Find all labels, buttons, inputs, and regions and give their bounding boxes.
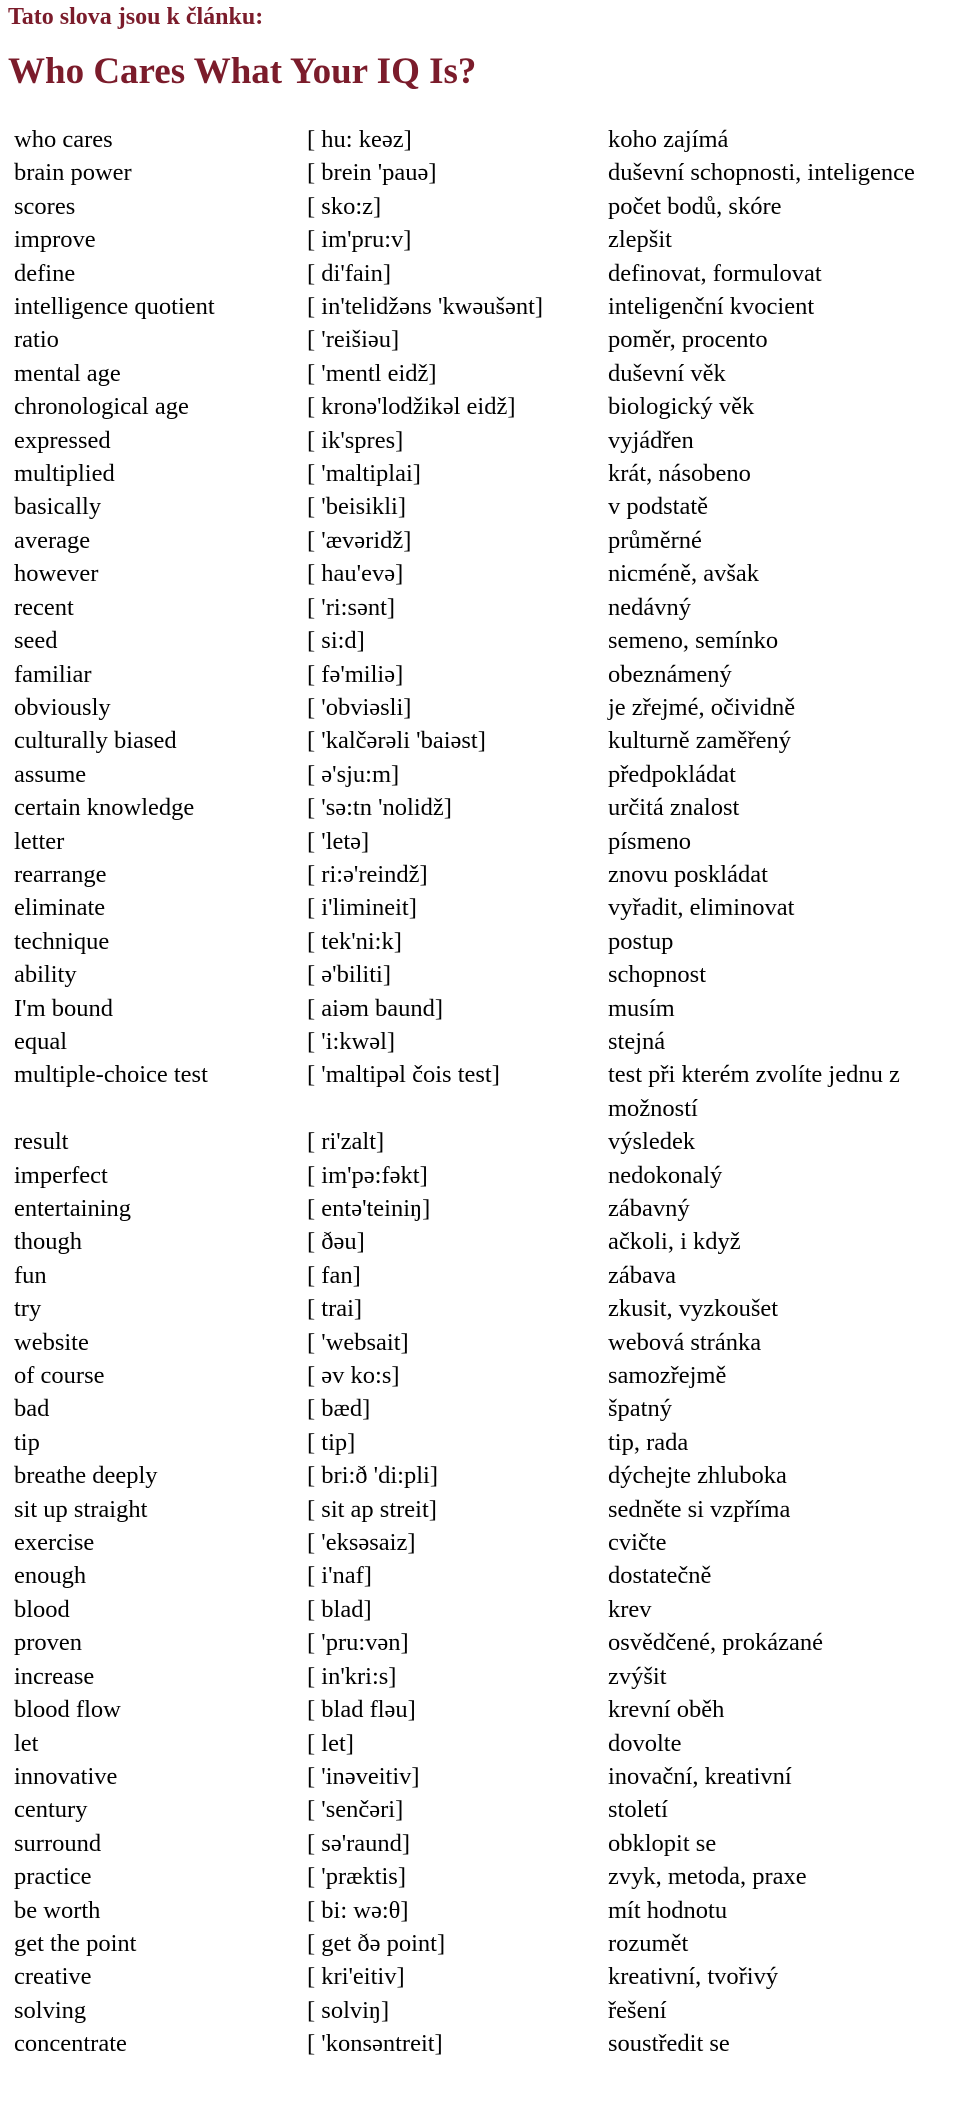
vocab-pronunciation: [ 'obviəsli]: [307, 693, 412, 721]
vocab-pronunciation: [ 'letə]: [307, 827, 370, 855]
vocab-row: [0, 1760, 960, 1793]
vocab-pronunciation: [ i'naf]: [307, 1562, 372, 1590]
vocab-translation: inteligenční kvocient: [608, 293, 815, 321]
vocab-row: [0, 1359, 960, 1392]
vocab-translation: zvyk, metoda, praxe: [608, 1863, 807, 1891]
vocab-word: ability: [14, 961, 77, 989]
vocab-row: [0, 658, 960, 691]
vocab-word: proven: [14, 1629, 83, 1657]
vocab-word: scores: [14, 192, 76, 220]
vocab-pronunciation: [ 'beisikli]: [307, 493, 406, 521]
vocab-row: [0, 992, 960, 1025]
vocab-pronunciation: [ 'senčəri]: [307, 1796, 404, 1824]
vocab-translation: samozřejmě: [608, 1362, 727, 1390]
vocab-pronunciation: [ let]: [307, 1729, 354, 1757]
vocab-word: though: [14, 1228, 83, 1256]
vocab-row: [0, 825, 960, 858]
vocab-row: [0, 1259, 960, 1292]
vocab-pronunciation: [ hu: keəz]: [307, 126, 412, 153]
vocab-translation: krevní oběh: [608, 1696, 725, 1724]
vocab-translation: nicméně, avšak: [608, 560, 760, 588]
vocab-translation: zábavný: [608, 1195, 690, 1222]
vocab-pronunciation: [ 'ri:sənt]: [307, 593, 396, 621]
vocab-row: [0, 1626, 960, 1659]
vocab-pronunciation: [ 'pru:vən]: [307, 1629, 409, 1657]
vocab-word: rearrange: [14, 860, 107, 888]
vocab-row: [0, 457, 960, 490]
vocab-word: bad: [14, 1395, 50, 1423]
vocab-translation: řešení: [608, 1996, 667, 2024]
vocab-translation: dýchejte zhluboka: [608, 1462, 787, 1490]
vocab-row: [0, 791, 960, 824]
vocab-translation: duševní schopnosti, inteligence: [608, 159, 915, 187]
vocab-row: [0, 1125, 960, 1158]
vocab-word: who cares: [14, 126, 113, 153]
vocab-pronunciation: [ brein 'pauə]: [307, 159, 437, 187]
vocab-word: let: [14, 1729, 39, 1757]
vocab-translation: cvičte: [608, 1529, 667, 1557]
vocab-word: of course: [14, 1362, 105, 1390]
vocab-row: [0, 123, 960, 156]
vocab-pronunciation: [ hau'evə]: [307, 560, 404, 588]
vocab-word: website: [14, 1328, 89, 1356]
vocab-word: try: [14, 1295, 42, 1323]
vocab-translation: rozumět: [608, 1929, 689, 1957]
vocab-translation: písmeno: [608, 827, 692, 855]
vocab-row: [0, 925, 960, 958]
vocab-word: surround: [14, 1829, 102, 1857]
vocab-row: [0, 691, 960, 724]
vocab-pronunciation: [ bæd]: [307, 1395, 371, 1423]
vocab-pronunciation: [ ik'spres]: [307, 426, 404, 454]
vocab-pronunciation: [ ðəu]: [307, 1228, 365, 1256]
vocab-row: [0, 1292, 960, 1325]
vocab-pronunciation: [ 'konsəntreit]: [307, 2030, 443, 2058]
vocab-row: [0, 2027, 960, 2060]
vocab-row: [0, 1994, 960, 2027]
vocab-word: imperfect: [14, 1161, 108, 1189]
vocab-pronunciation: [ ri:ə'reindž]: [307, 860, 428, 888]
vocab-row: [0, 1793, 960, 1826]
vocab-pronunciation: [ trai]: [307, 1295, 363, 1323]
vocab-translation: test při kterém zvolíte jednu z možností: [608, 1061, 900, 1122]
vocab-pronunciation: [ in'telidžəns 'kwəušənt]: [307, 293, 544, 321]
vocab-row: [0, 323, 960, 356]
vocab-pronunciation: [ fan]: [307, 1261, 361, 1289]
vocab-word: tip: [14, 1428, 40, 1456]
vocab-row: [0, 1727, 960, 1760]
vocab-row: [0, 1058, 960, 1125]
vocab-pronunciation: [ tip]: [307, 1428, 356, 1456]
vocab-pronunciation: [ kronə'lodžikəl eidž]: [307, 393, 516, 421]
vocab-translation: soustředit se: [608, 2030, 730, 2058]
vocab-translation: krát, násobeno: [608, 460, 751, 488]
vocab-row: [0, 1225, 960, 1258]
vocab-pronunciation: [ 'mentl eidž]: [307, 359, 437, 387]
vocab-word: multiplied: [14, 460, 115, 488]
vocab-word: culturally biased: [14, 727, 177, 755]
vocab-translation: mít hodnotu: [608, 1896, 728, 1924]
vocab-row: [0, 1927, 960, 1960]
vocab-translation: dostatečně: [608, 1562, 712, 1590]
vocab-translation: zlepšit: [608, 226, 672, 254]
vocab-row: [0, 1526, 960, 1559]
vocab-translation: určitá znalost: [608, 794, 740, 822]
vocab-translation: inovační, kreativní: [608, 1762, 792, 1790]
vocab-pronunciation: [ si:d]: [307, 627, 365, 655]
vocab-row: [0, 424, 960, 457]
vocab-word: eliminate: [14, 894, 106, 922]
vocab-translation: zábava: [608, 1261, 676, 1289]
vocab-pronunciation: [ 'maltipəl čois test]: [307, 1061, 500, 1089]
vocab-word: increase: [14, 1662, 95, 1690]
vocab-row: [0, 524, 960, 557]
vocab-pronunciation: [ aiəm baund]: [307, 994, 444, 1022]
vocab-row: [0, 1593, 960, 1626]
vocab-translation: webová stránka: [608, 1328, 762, 1356]
vocab-row: [0, 1025, 960, 1058]
page-subtitle: Tato slova jsou k článku:: [8, 4, 264, 30]
vocab-translation: nedávný: [608, 593, 691, 621]
vocab-translation: vyjádřen: [608, 426, 694, 454]
vocab-word: fun: [14, 1261, 47, 1289]
vocab-pronunciation: [ get ðə point]: [307, 1929, 446, 1957]
vocab-row: [0, 1960, 960, 1993]
vocab-row: [0, 190, 960, 223]
vocab-pronunciation: [ di'fain]: [307, 259, 392, 287]
vocab-word: brain power: [14, 159, 132, 187]
vocab-word: blood flow: [14, 1696, 121, 1724]
vocab-translation: ačkoli, i když: [608, 1228, 741, 1256]
vocab-word: improve: [14, 226, 96, 254]
vocab-translation: je zřejmé, očividně: [608, 693, 796, 721]
vocab-word: result: [14, 1128, 69, 1156]
vocab-row: [0, 557, 960, 590]
vocab-translation: poměr, procento: [608, 326, 768, 354]
vocab-word: blood: [14, 1595, 70, 1623]
vocab-pronunciation: [ kri'eitiv]: [307, 1963, 405, 1991]
vocab-row: [0, 891, 960, 924]
vocab-translation: kulturně zaměřený: [608, 727, 791, 755]
vocab-pronunciation: [ tek'ni:k]: [307, 927, 402, 955]
vocab-translation: kreativní, tvořivý: [608, 1963, 779, 1991]
vocab-pronunciation: [ ri'zalt]: [307, 1128, 385, 1156]
vocabulary-list: [0, 123, 960, 2061]
vocab-row: [0, 156, 960, 189]
vocab-translation: průměrné: [608, 526, 702, 554]
vocab-translation: tip, rada: [608, 1428, 689, 1456]
vocab-pronunciation: [ blad fləu]: [307, 1696, 416, 1724]
vocab-translation: nedokonalý: [608, 1161, 723, 1189]
vocab-pronunciation: [ 'eksəsaiz]: [307, 1529, 416, 1557]
vocab-word: practice: [14, 1863, 92, 1891]
vocab-word: recent: [14, 593, 74, 621]
vocab-translation: stejná: [608, 1027, 666, 1055]
vocab-row: [0, 1326, 960, 1359]
vocab-pronunciation: [ bi: wə:θ]: [307, 1896, 409, 1924]
vocab-pronunciation: [ fə'miliə]: [307, 660, 404, 688]
vocab-translation: dovolte: [608, 1729, 682, 1757]
vocab-translation: postup: [608, 927, 674, 955]
vocab-pronunciation: [ 'sə:tn 'nolidž]: [307, 794, 452, 822]
vocab-word: technique: [14, 927, 110, 955]
vocab-word: chronological age: [14, 393, 189, 421]
vocab-row: [0, 624, 960, 657]
vocab-translation: osvědčené, prokázané: [608, 1629, 823, 1657]
vocab-pronunciation: [ 'maltiplai]: [307, 460, 421, 488]
vocab-row: [0, 257, 960, 290]
vocab-pronunciation: [ əv ko:s]: [307, 1362, 400, 1390]
vocab-translation: předpokládat: [608, 760, 736, 788]
vocab-translation: výsledek: [608, 1128, 696, 1156]
vocab-pronunciation: [ ə'sju:m]: [307, 760, 400, 788]
vocab-translation: musím: [608, 994, 675, 1022]
vocab-translation: špatný: [608, 1395, 672, 1423]
vocab-translation: koho zajímá: [608, 126, 729, 153]
vocab-row: [0, 1192, 960, 1225]
vocab-translation: v podstatě: [608, 493, 709, 521]
vocab-translation: sedněte si vzpříma: [608, 1495, 791, 1523]
vocab-translation: schopnost: [608, 961, 706, 989]
vocab-word: basically: [14, 493, 102, 521]
vocab-row: [0, 1392, 960, 1425]
vocab-translation: semeno, semínko: [608, 627, 779, 655]
vocab-pronunciation: [ blad]: [307, 1595, 372, 1623]
vocab-row: [0, 290, 960, 323]
vocab-word: average: [14, 526, 91, 554]
vocab-word: certain knowledge: [14, 794, 195, 822]
vocab-row: [0, 390, 960, 423]
vocab-word: expressed: [14, 426, 111, 454]
vocab-translation: duševní věk: [608, 359, 726, 387]
vocab-translation: zkusit, vyzkoušet: [608, 1295, 779, 1323]
vocab-word: enough: [14, 1562, 87, 1590]
vocab-pronunciation: [ im'pru:v]: [307, 226, 412, 254]
vocab-row: [0, 1459, 960, 1492]
vocab-word: concentrate: [14, 2030, 127, 2058]
vocab-row: [0, 1559, 960, 1592]
vocab-translation: krev: [608, 1595, 652, 1623]
vocab-pronunciation: [ bri:ð 'di:pli]: [307, 1462, 438, 1490]
vocab-row: [0, 1894, 960, 1927]
vocab-pronunciation: [ i'limineit]: [307, 894, 417, 922]
vocab-row: [0, 357, 960, 390]
vocab-translation: zvýšit: [608, 1662, 667, 1690]
vocab-pronunciation: [ sko:z]: [307, 192, 382, 220]
vocab-word: define: [14, 259, 76, 287]
vocab-row: [0, 1426, 960, 1459]
vocab-word: letter: [14, 827, 65, 855]
vocab-pronunciation: [ 'ævəridž]: [307, 526, 412, 554]
vocab-pronunciation: [ im'pə:fəkt]: [307, 1161, 428, 1189]
vocab-word: century: [14, 1796, 88, 1824]
vocab-pronunciation: [ 'præktis]: [307, 1863, 407, 1891]
vocab-word: equal: [14, 1027, 68, 1055]
vocab-word: familiar: [14, 660, 92, 688]
article-title: Who Cares What Your IQ Is?: [8, 51, 477, 92]
vocab-word: I'm bound: [14, 994, 114, 1022]
vocab-word: breathe deeply: [14, 1462, 158, 1490]
vocab-pronunciation: [ ə'biliti]: [307, 961, 392, 989]
vocab-word: ratio: [14, 326, 59, 354]
vocab-row: [0, 223, 960, 256]
vocab-pronunciation: [ entə'teiniŋ]: [307, 1195, 431, 1222]
vocab-row: [0, 591, 960, 624]
vocab-pronunciation: [ sit ap streit]: [307, 1495, 437, 1523]
vocab-pronunciation: [ solviŋ]: [307, 1996, 390, 2024]
vocab-row: [0, 490, 960, 523]
vocab-pronunciation: [ 'i:kwəl]: [307, 1027, 396, 1055]
vocab-word: creative: [14, 1963, 92, 1991]
vocab-word: entertaining: [14, 1195, 132, 1222]
vocab-pronunciation: [ 'websait]: [307, 1328, 409, 1356]
vocab-translation: definovat, formulovat: [608, 259, 822, 287]
vocab-word: be worth: [14, 1896, 101, 1924]
vocab-translation: počet bodů, skóre: [608, 192, 782, 220]
vocab-translation: znovu poskládat: [608, 860, 768, 888]
vocab-pronunciation: [ sə'raund]: [307, 1829, 411, 1857]
vocab-word: exercise: [14, 1529, 95, 1557]
vocab-pronunciation: [ 'kalčərəli 'baiəst]: [307, 727, 486, 755]
vocab-word: solving: [14, 1996, 87, 2024]
vocab-row: [0, 1660, 960, 1693]
vocab-word: innovative: [14, 1762, 118, 1790]
vocab-row: [0, 1860, 960, 1893]
vocab-row: [0, 724, 960, 757]
vocab-word: assume: [14, 760, 87, 788]
vocab-row: [0, 758, 960, 791]
vocab-pronunciation: [ 'inəveitiv]: [307, 1762, 420, 1790]
vocab-pronunciation: [ 'reišiəu]: [307, 326, 400, 354]
vocab-word: sit up straight: [14, 1495, 148, 1523]
vocab-translation: vyřadit, eliminovat: [608, 894, 795, 922]
vocab-row: [0, 1493, 960, 1526]
vocab-word: mental age: [14, 359, 121, 387]
vocab-word: multiple-choice test: [14, 1061, 208, 1089]
vocab-row: [0, 958, 960, 991]
vocab-translation: obeznámený: [608, 660, 732, 688]
vocab-word: however: [14, 560, 99, 588]
vocab-word: seed: [14, 627, 58, 655]
vocab-translation: biologický věk: [608, 393, 755, 421]
vocab-word: get the point: [14, 1929, 137, 1957]
vocab-translation: století: [608, 1796, 668, 1824]
vocab-row: [0, 1159, 960, 1192]
vocab-word: intelligence quotient: [14, 293, 215, 321]
vocab-row: [0, 1693, 960, 1726]
vocab-row: [0, 1827, 960, 1860]
vocab-row: [0, 858, 960, 891]
vocab-translation: obklopit se: [608, 1829, 717, 1857]
vocab-pronunciation: [ in'kri:s]: [307, 1662, 397, 1690]
vocab-word: obviously: [14, 693, 111, 721]
